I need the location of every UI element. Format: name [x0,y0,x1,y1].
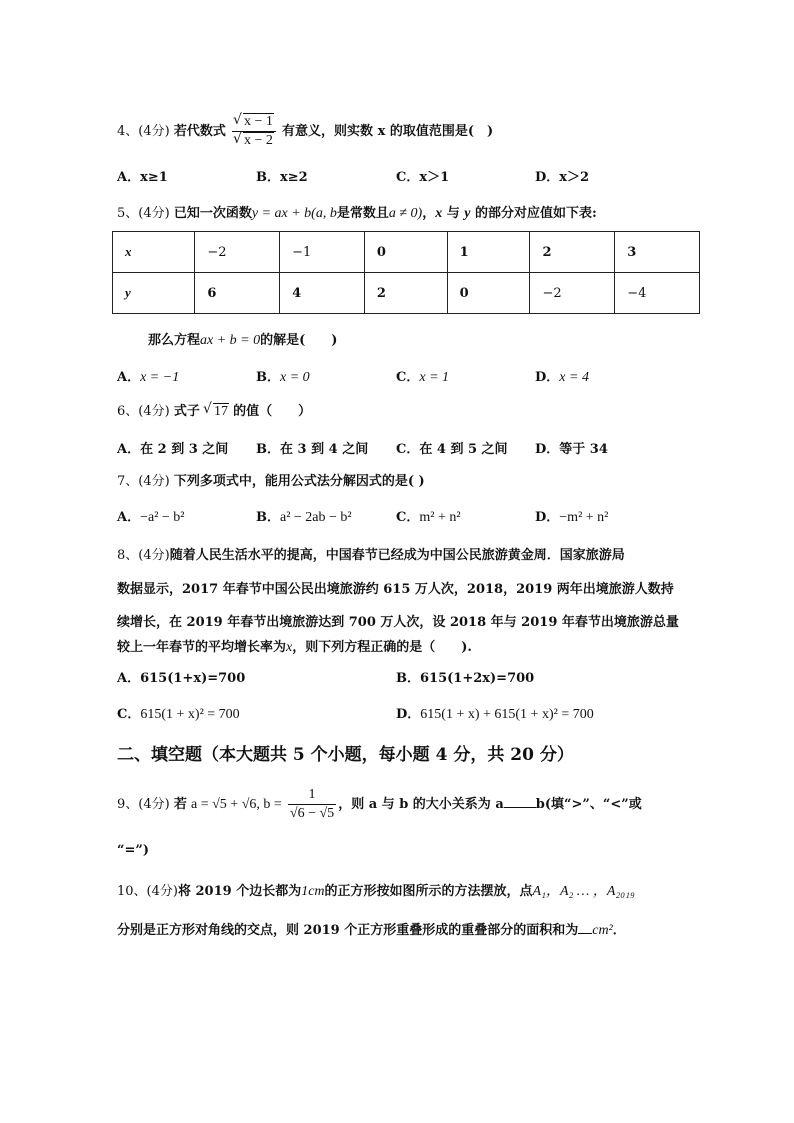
formula: a ≠ 0) [388,206,423,221]
option-a[interactable]: A．615(1+x)=700 [117,671,246,686]
option-b[interactable]: B．615(1+2x)=700 [396,671,535,686]
table-cell: 1 [447,232,530,273]
fraction [232,113,276,150]
option-d[interactable]: D．x＞2 [535,170,590,185]
question-text: 若代数式 [173,124,226,139]
option-a[interactable]: A．x≥1 [117,170,168,185]
question-number: 5 [117,206,126,221]
question-5-followup: 那么方程ax + b = 0的解是( ) [148,333,338,348]
question-points: 、(4分) [125,206,170,221]
question-number: 4 [117,124,126,139]
table-cell: 6 [195,273,280,314]
question-10-line: 分别是正方形对角线的交点，则 2019 个正方形重叠形成的重叠部分的面积和为 cm²． [117,923,626,938]
option-d[interactable]: D．−m² + n² [535,510,609,525]
table-cell: −1 [280,232,365,273]
option-a[interactable]: A．在 2 到 3 之间 [117,442,229,457]
question-number: 6 [117,404,126,419]
question-4 [117,113,493,150]
radicand: x − 1 [244,114,273,129]
option-c[interactable]: C．在 4 到 5 之间 [396,442,508,457]
formula: a = √5 + √6, b = [191,797,282,812]
question-number: 8 [117,548,126,563]
table-row [113,273,700,314]
question-points: 、(4分) [125,404,170,419]
table-cell: y [113,273,195,314]
table-cell: 4 [280,273,365,314]
square-root: √ 17 [204,403,229,420]
option-b[interactable]: B．x = 0 [256,370,310,385]
table-cell: 2 [530,232,615,273]
option-d[interactable]: D．等于 34 [535,442,608,457]
question-9: 9、(4分) 若 a = √5 + √6, b = $\frac{1}{√6 - √5}$ ，则 a 与 b 的大小关系为 a b(填“>”、“<”或 [117,787,642,821]
option-b[interactable]: B．a² − 2ab − b² [256,510,352,525]
table-cell: x [113,232,195,273]
table-cell: 3 [615,232,700,273]
table-cell: 0 [447,273,530,314]
option-c[interactable]: C．615(1 + x)² = 700 [117,707,240,722]
question-8: 8、(4分)随着人民生活水平的提高，中国春节已经成为中国公民旅游黄金周．国家旅游局 [117,548,625,563]
question-6: 6、(4分) 式子 √ 17 的值（ ） [117,400,311,420]
question-points: 、(4分) [125,797,170,812]
fraction: $\frac{1}{√6 - √5}$ [289,787,335,821]
question-8-line: 数据显示，2017 年春节中国公民出境旅游约 615 万人次，2018，2019 两年出境旅游人数持 [117,582,674,597]
question-8-line: 较上一年春节的平均增长率为x，则下列方程正确的是（ ). [117,640,472,655]
question-number: 7 [117,474,126,489]
table-cell: −2 [195,232,280,273]
option-c[interactable]: C．m² + n² [396,510,461,525]
question-number: 9 [117,797,126,812]
option-a[interactable]: A．x = −1 [117,370,180,385]
option-b[interactable]: B．x≥2 [256,170,308,185]
option-b[interactable]: B．在 3 到 4 之间 [256,442,369,457]
question-points: 、(4分) [125,548,170,563]
question-text: 有意义，则实数 x 的取值范围是( ) [282,124,494,139]
question-points: 、(4分) [125,124,170,139]
question-5: 5、(4分) 已知一次函数y = ax + b(a, b是常数且a ≠ 0)，x 与 y 的部分对应值如下表: [117,206,597,221]
option-d[interactable]: D．x = 4 [535,370,589,385]
section-title: 二、填空题（本大题共 5 个小题，每小题 4 分，共 20 分） [117,745,574,765]
question-7: 7、(4分) 下列多项式中，能用公式法分解因式的是( ) [117,474,425,489]
table-cell: −2 [530,273,615,314]
option-c[interactable]: C．x＞1 [396,170,450,185]
question-points: 、(4分) [125,474,170,489]
question-8-line: 续增长，在 2019 年春节出境旅游达到 700 万人次，设 2018 年与 2019 年春节出境旅游总量 [117,615,679,630]
question-9-line: “=”) [117,843,149,858]
answer-blank[interactable] [504,807,536,808]
formula: ax + b = 0 [200,333,261,348]
value-table [112,231,700,314]
question-points: 、(4分) [133,884,178,899]
radicand: x − 2 [244,133,273,148]
table-cell: 0 [364,232,447,273]
option-d[interactable]: D．615(1 + x) + 615(1 + x)² = 700 [396,707,594,722]
table-cell: 2 [364,273,447,314]
formula: y = ax + b(a, b [251,206,337,221]
option-c[interactable]: C．x = 1 [396,370,450,385]
table-cell: −4 [615,273,700,314]
answer-blank[interactable] [578,933,592,934]
table-row [113,232,700,273]
option-a[interactable]: A．−a² − b² [117,510,185,525]
question-10: 10、(4分)将 2019 个边长都为1cm的正方形按如图所示的方法摆放，点A₁，A₂ … ，A₂₀₁₉ [117,884,635,899]
question-number: 10 [117,884,134,899]
